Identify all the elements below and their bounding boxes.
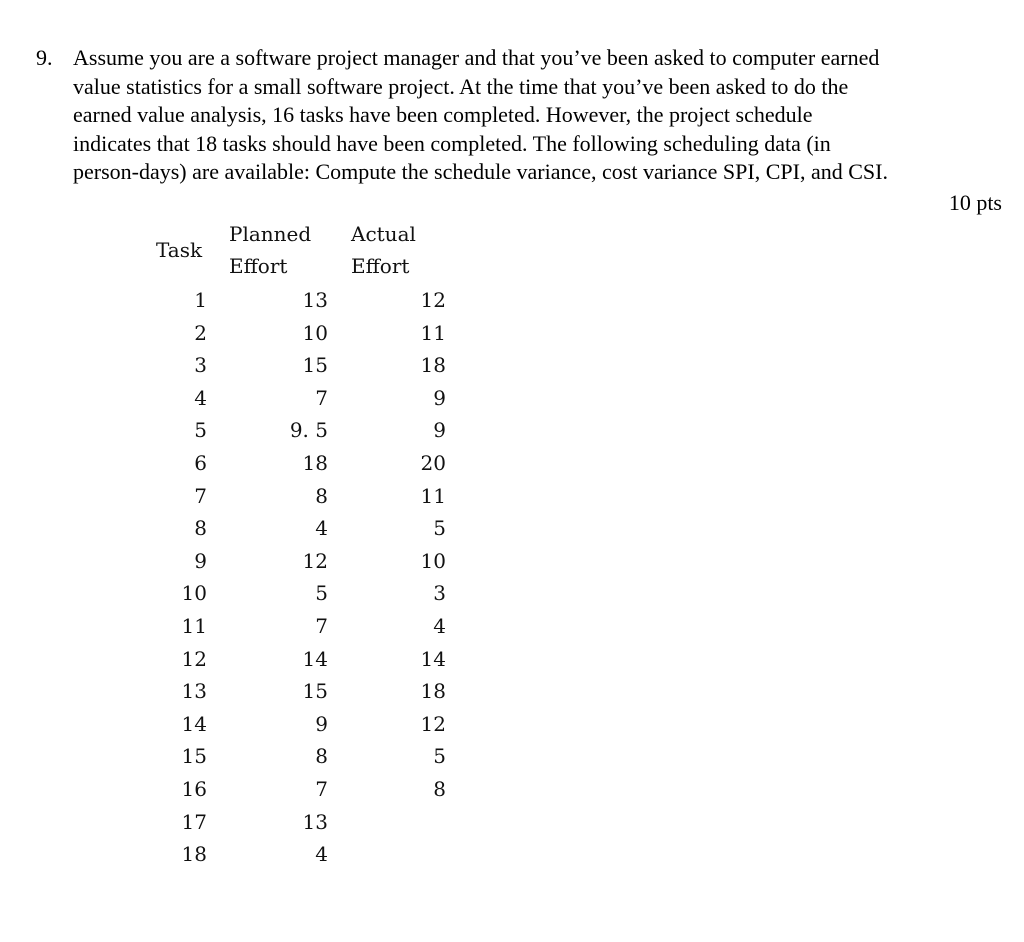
planned-effort-cell: 7	[315, 385, 328, 410]
planned-effort-cell: 12	[302, 548, 328, 573]
question-number: 9.	[36, 45, 53, 70]
task-cell: 3	[194, 353, 207, 378]
question-line: person-days) are available: Compute the schedule variance, cost variance SPI, CPI, and CSI.	[73, 159, 888, 185]
actual-effort-cell: 10	[420, 548, 446, 573]
table-row	[150, 581, 470, 614]
table-row	[150, 679, 470, 712]
question-line: Assume you are a software project manager and that you’ve been asked to computer earned	[73, 45, 880, 70]
table-row	[150, 516, 470, 549]
table-row	[150, 842, 470, 875]
table-row	[150, 647, 470, 680]
task-cell: 16	[181, 776, 207, 801]
planned-effort-cell: 7	[315, 776, 328, 801]
task-cell: 12	[181, 646, 207, 671]
table-row	[150, 321, 470, 354]
header-task: Task	[156, 238, 203, 262]
header-planned: Planned	[229, 222, 312, 246]
table-row	[150, 451, 470, 484]
task-cell: 13	[181, 679, 207, 704]
table-body	[150, 288, 470, 875]
planned-effort-cell: 13	[302, 288, 328, 312]
planned-effort-cell: 10	[302, 320, 328, 345]
planned-effort-cell: 9	[315, 711, 328, 736]
planned-effort-cell: 9. 5	[289, 418, 328, 443]
planned-effort-cell: 15	[302, 679, 328, 704]
table-row	[150, 712, 470, 745]
table-row	[150, 744, 470, 777]
table-row	[150, 614, 470, 647]
task-cell: 10	[181, 581, 207, 606]
task-cell: 2	[194, 320, 207, 345]
table-row	[150, 353, 470, 386]
actual-effort-cell: 18	[420, 353, 446, 378]
planned-effort-cell: 4	[315, 516, 328, 541]
planned-effort-cell: 8	[315, 744, 328, 769]
actual-effort-cell: 9	[433, 385, 446, 410]
points-label: 10 pts	[948, 190, 1002, 215]
actual-effort-cell: 9	[433, 418, 446, 443]
question-line: indicates that 18 tasks should have been completed. The following scheduling data (in	[73, 130, 831, 156]
planned-effort-cell: 8	[315, 483, 328, 508]
actual-effort-cell: 5	[433, 744, 446, 769]
question-line: value statistics for a small software project. At the time that you’ve been asked to do the	[73, 73, 849, 99]
table-row	[150, 549, 470, 582]
actual-effort-cell: 14	[420, 646, 446, 671]
planned-effort-cell: 15	[302, 353, 328, 378]
task-cell: 15	[181, 744, 207, 769]
table-row	[150, 810, 470, 843]
task-cell: 5	[194, 418, 207, 443]
task-cell: 8	[194, 516, 207, 541]
task-cell: 1	[194, 288, 207, 312]
actual-effort-cell: 3	[433, 581, 446, 606]
task-cell: 14	[181, 711, 207, 736]
actual-effort-cell: 11	[420, 320, 446, 345]
task-cell: 7	[194, 483, 207, 508]
task-cell: 11	[181, 613, 207, 638]
header-actual-effort: Effort	[351, 254, 410, 278]
planned-effort-cell: 13	[302, 809, 328, 834]
planned-effort-cell: 7	[315, 613, 328, 638]
planned-effort-cell: 18	[302, 450, 328, 475]
task-cell: 9	[194, 548, 207, 573]
header-actual: Actual	[351, 222, 416, 246]
actual-effort-cell: 12	[420, 288, 446, 312]
table-row	[150, 418, 470, 451]
planned-effort-cell: 4	[315, 842, 328, 867]
table-row	[150, 484, 470, 517]
actual-effort-cell: 5	[433, 516, 446, 541]
table-row	[150, 386, 470, 419]
actual-effort-cell: 18	[420, 679, 446, 704]
task-cell: 18	[181, 842, 207, 867]
task-cell: 6	[194, 450, 207, 475]
table-row	[150, 777, 470, 810]
header-planned-effort: Effort	[229, 254, 288, 278]
actual-effort-cell: 4	[433, 613, 446, 638]
task-cell: 17	[181, 809, 207, 834]
actual-effort-cell: 20	[420, 450, 446, 475]
actual-effort-cell: 11	[420, 483, 446, 508]
planned-effort-cell: 5	[315, 581, 328, 606]
question-text	[73, 44, 1004, 187]
actual-effort-cell: 8	[433, 776, 446, 801]
task-cell: 4	[194, 385, 207, 410]
question-line: earned value analysis, 16 tasks have been completed. However, the project schedule	[73, 102, 813, 128]
planned-effort-cell: 14	[302, 646, 328, 671]
actual-effort-cell: 12	[420, 711, 446, 736]
table-row	[150, 288, 470, 321]
